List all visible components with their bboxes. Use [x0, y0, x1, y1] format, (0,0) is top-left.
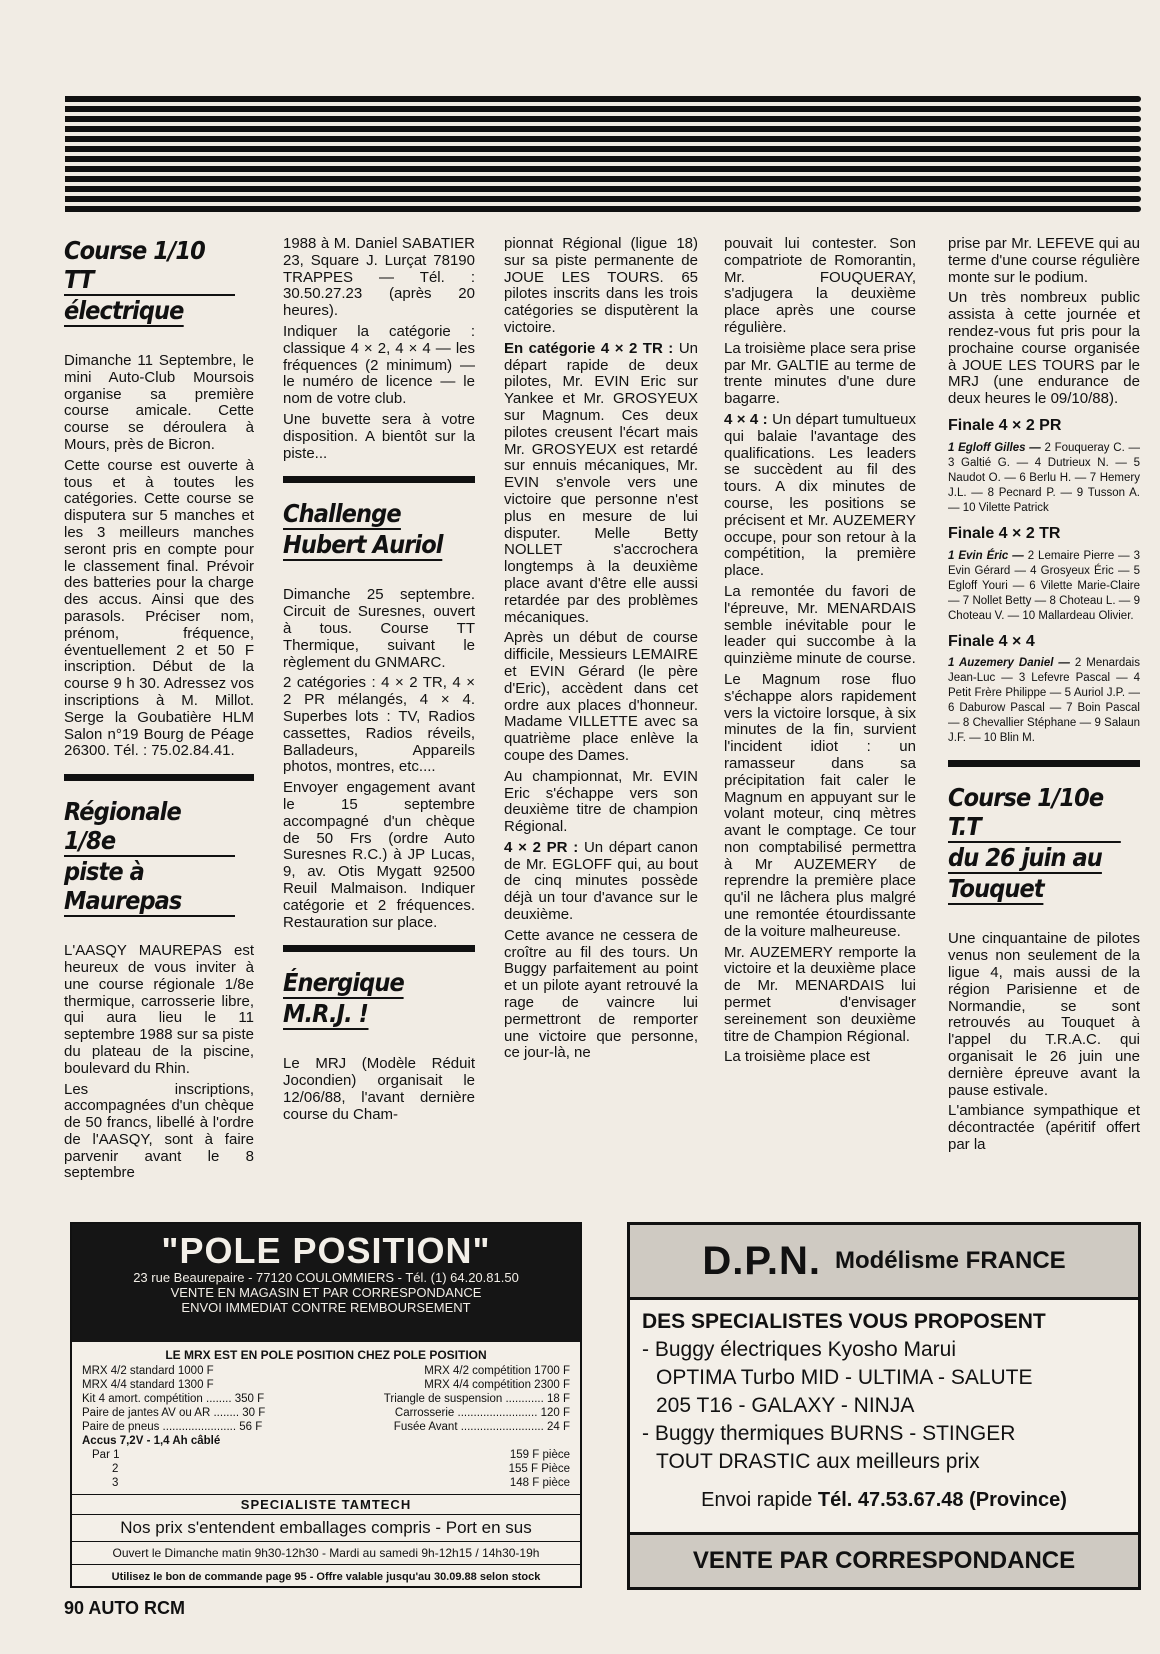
ad-dpn — [627, 1222, 1141, 1590]
ad-header — [630, 1225, 1138, 1300]
divider — [283, 476, 475, 483]
paragraph: prise par Mr. LEFEVE qui au terme d'une course régulière monte sur le podium. — [948, 235, 1140, 286]
results-list: 1 Auzemery Daniel — 2 Menardais Jean-Luc — 3 Lefevre Pascal — 4 Petit Frère Philippe — 5 Auriol J.P. — 6 Daburow Pascal — 7 Boin Pascal — 8 Chevallier Stéphane — 9 Salaun J.F. — 10 Blin M. — [948, 657, 1140, 745]
paragraph: Une cinquantaine de pilotes venus non seulement de la ligue 4, mais aussi de la région Parisienne et de Normandie, se sont retrouvés au Touquet à l'appel du T.R.A.C. qui organisait le 26 juin une dernière épreuve avant la pause estivale. — [948, 930, 1140, 1099]
paragraph: pionnat Régional (ligue 18) sur sa piste permanente de JOUE LES TOURS. 65 pilotes inscrits dans les trois catégories se disputèrent la victoire. — [504, 235, 698, 336]
ad-body — [630, 1300, 1138, 1522]
heading-energique: Énergique M.R.J. ! — [283, 968, 404, 1029]
ad-line: ENVOI IMMEDIAT CONTRE REMBOURSEMENT — [181, 1300, 471, 1315]
paragraph: L'ambiance sympathique et décontractée (apéritif offert par la — [948, 1102, 1140, 1153]
paragraph: Après un début de course difficile, Messieurs LEMAIRE et EVIN Gérard (le père d'Eric), accèdent dans cet ordre aux places d'honneur. Madame VILLETTE avec sa quatrième place enlève la coupe des Dames. — [504, 629, 698, 764]
paragraph: Cette avance ne cessera de croître au fil des tours. Un Buggy parfaitement au point et un pilote ayant retrouvé la rage de vaincre lui permettront de remporter une victoire que personne, ce jour-là, ne — [504, 926, 698, 1062]
paragraph: La troisième place sera prise par Mr. GALTIE au terme de trente minutes d'une dure bagarre. — [724, 339, 916, 408]
header-stripes — [65, 96, 1141, 216]
paragraph: L'AASQY MAUREPAS est heureux de vous inviter à une course régionale 1/8e thermique, carrosserie libre, qui aura lieu le 11 septembre 1988 sur sa piste du plateau de la piscine, boulevard du Rhin. — [64, 942, 254, 1077]
heading-course-touquet: Course 1/10e T.T du 26 juin au Touquet — [948, 783, 1121, 905]
paragraph: pouvait lui contester. Son compatriote de Romorantin, Mr. FOUQUERAY, s'adjugera la deuxième place après une course régulière. — [724, 235, 916, 336]
paragraph: Au championnat, Mr. EVIN Eric s'échappe vers son deuxième titre de champion Régional. — [504, 767, 698, 836]
paragraph: Dimanche 25 septembre. Circuit de Suresnes, ouvert à tous. Course TT Thermique, suivant le règlement du GNMARC. — [283, 586, 475, 671]
ad-header — [72, 1224, 580, 1342]
paragraph: 2 catégories : 4 × 2 TR, 4 × 2 PR mélangés, 4 × 4. Superbes lots : TV, Radios cassettes, Radios réveils, Balladeurs, Appareils photos, montres, etc.... — [283, 674, 475, 776]
ad-address: 23 rue Beaurepaire - 77120 COULOMMIERS - Tél. (1) 64.20.81.50 — [133, 1270, 519, 1285]
divider — [283, 945, 475, 952]
magazine-name: AUTO RCM — [88, 1598, 186, 1618]
divider — [948, 760, 1140, 767]
ad-specialist: SPECIALISTE TAMTECH — [72, 1494, 580, 1515]
paragraph: En catégorie 4 × 2 TR : Un départ rapide de deux pilotes, Mr. EVIN Eric sur Yankee et Mr. GROSYEUX sur Magnum. Ces deux pilotes creusent l'écart mais Mr. GROSYEUX est retardé sur ennuis mécaniques, Mr. EVIN s'envole vers une victoire que personne n'est plus en mesure de lui disputer. Melle Betty NOLLET s'accrochera longtemps à la deuxième place avant d'être elle aussi retardée par des problèmes mécaniques. — [504, 339, 698, 626]
paragraph: Dimanche 11 Septembre, le mini Auto-Club Moursois organise sa première course amicale. Cette course se déroulera à Mours, près de Bicron. — [64, 352, 254, 453]
results-title: Finale 4 × 2 PR — [948, 416, 1062, 434]
ad-footer: VENTE PAR CORRESPONDANCE — [630, 1532, 1138, 1587]
paragraph: Les inscriptions, accompagnées d'un chèque de 50 francs, libellé à l'ordre de l'AASQY, sont à faire parvenir avant le 8 septembre — [64, 1080, 254, 1182]
price-list: MRX 4/2 standard 1000 F MRX 4/2 compétition 1700 F MRX 4/4 standard 1300 F MRX 4/4 compétition 2300 F Kit 4 amort. compétition ........ 350 F Triangle de suspension ............ 18 F Paire de jantes AV ou AR ........ 30 F Carrosserie ......................... 120 F Paire de pneus ....................... 56 F Fusée Avant .......................... 24 F Accus 7,2V - 1,4 Ah câblé Par 1 159 F pièce 2 155 F Pièce 3 148 F pièce — [82, 1365, 570, 1489]
column-4 — [724, 236, 916, 1070]
paragraph: Indiquer la catégorie : classique 4 × 2, 4 × 4 — les fréquences (2 minimum) — le numéro de licence — le nom de votre club. — [283, 322, 475, 408]
paragraph: 4 × 4 : Un départ tumultueux qui balaie l'avantage des qualifications. Les leaders se succèdent au fil des tours. A dix minutes de course, les positions se précisent et Mr. AUZEMERY occupe, pour son retour à la compétition, la première place. — [724, 410, 916, 580]
ad-prices-note: Nos prix s'entendent emballages compris - Port en sus — [72, 1515, 580, 1542]
ad-hours: Ouvert le Dimanche matin 9h30-12h30 - Mardi au samedi 9h-12h15 / 14h30-19h — [72, 1542, 580, 1565]
ad-line: 205 T16 - GALAXY - NINJA — [656, 1394, 915, 1417]
paragraph: 1988 à M. Daniel SABATIER 23, Square J. Lurçat 78190 TRAPPES — Tél. : 30.50.27.23 (après 20 heures). — [283, 235, 475, 320]
ad-subtitle: Modélisme FRANCE — [834, 1247, 1066, 1274]
paragraph: Le Magnum rose fluo s'échappe alors rapidement vers la victoire lorsque, à six minutes de la fin, survient l'incident idiot : un ramasseur dans sa précipitation fait caler le Magnum en appuyant sur le volant moteur, cinq mètres avant le comptage. Ce tour non comptabilisé permettra à Mr AUZEMERY de reprendre la première place qu'il ne lâchera plus malgré une remontée étourdissante de la voiture malheureuse. — [724, 670, 916, 940]
ad-phone: Envoi rapide Tél. 47.53.67.48 (Province) — [701, 1489, 1067, 1511]
ad-heading: DES SPECIALISTES VOUS PROPOSENT — [642, 1310, 1046, 1333]
ad-line: VENTE EN MAGASIN ET PAR CORRESPONDANCE — [170, 1285, 482, 1300]
divider — [64, 774, 254, 781]
paragraph: 4 × 2 PR : Un départ canon de Mr. EGLOFF qui, au bout de cinq minutes possède déjà un tour d'avance sur le deuxième. — [504, 838, 698, 924]
paragraph: Cette course est ouverte à tous et à toutes les catégories. Cette course se disputera sur 5 manches et les 3 meilleurs manches seront pris en compte pour le classement final. Prévoir des batteries pour la charge des accus. Ainsi que des parasols. Préciser nom, prénom, fréquence, éventuellement 2 et 50 F inscription. Début de la course 9 h 30. Adressez vos inscriptions à M. Millot. Serge la Goubatière HLM Salon n°19 Bourg de Péage 26300. Tél. : 75.02.84.41. — [64, 456, 254, 760]
paragraph: Une buvette sera à votre disposition. A bientôt sur la piste... — [283, 410, 475, 462]
paragraph: La troisième place est — [724, 1048, 870, 1066]
paragraph: Mr. AUZEMERY remporte la victoire et la deuxième place de Mr. MENARDAIS lui permet d'envisager sereinement son deuxième titre de Champion Régional. — [724, 943, 916, 1045]
heading-course-1-10-tt: Course 1/10 TT électrique — [64, 236, 235, 327]
paragraph: La remontée du favori de l'épreuve, Mr. MENARDAIS semble inévitable pour le leader qui succombe à la quinzième minute de course. — [724, 582, 916, 668]
column-1 — [64, 236, 254, 1186]
ad-line: OPTIMA Turbo MID - ULTIMA - SALUTE — [656, 1366, 1033, 1389]
page-footer — [64, 1598, 185, 1619]
results-title: Finale 4 × 4 — [948, 632, 1035, 650]
paragraph: Un très nombreux public assista à cette journée et rendez-vous fut pris pour la prochaine course organisée à JOUE LES TOURS par le MRJ (une endurance de deux heures le 09/10/88). — [948, 289, 1140, 408]
ad-line: - Buggy thermiques BURNS - STINGER — [642, 1422, 1016, 1445]
column-5 — [948, 236, 1140, 1158]
results-list: 1 Evin Éric — 2 Lemaire Pierre — 3 Evin Gérard — 4 Grosyeux Éric — 5 Egloff Youri — 6 Vilette Marie-Claire — 7 Nollet Betty — 8 Choteau L. — 9 Choteau V. — 10 Mallardeau Olivier. — [948, 549, 1140, 622]
heading-challenge: Challenge Hubert Auriol — [283, 499, 443, 560]
ad-pole-position — [70, 1222, 582, 1588]
column-3 — [504, 236, 698, 1066]
page-number: 90 — [64, 1598, 85, 1618]
ad-line: - Buggy électriques Kyosho Marui — [642, 1338, 956, 1361]
results-title: Finale 4 × 2 TR — [948, 524, 1061, 542]
ad-title: "POLE POSITION" — [161, 1230, 491, 1271]
price-list-heading: LE MRX EST EN POLE POSITION CHEZ POLE POSITION — [165, 1348, 487, 1362]
ad-order-note: Utilisez le bon de commande page 95 - Offre valable jusqu'au 30.09.88 selon stock — [111, 1571, 541, 1583]
results-list: 1 Egloff Gilles — 2 Fouqueray C. — 3 Galtié G. — 4 Dutrieux N. — 5 Naudot O. — 6 Berlu H. — 7 Hemery J.L. — 8 Pecnard P. — 9 Tusson A. — 10 Vilette Patrick — [948, 441, 1140, 514]
column-2 — [283, 236, 475, 1127]
ad-line: TOUT DRASTIC aux meilleurs prix — [656, 1450, 980, 1473]
ad-brand: D.P.N. — [702, 1238, 821, 1283]
heading-regionale: Régionale 1/8e piste à Maurepas — [64, 797, 235, 917]
paragraph: Envoyer engagement avant le 15 septembre accompagné d'un chèque de 50 Frs (ordre Auto Suresnes R.C.) à JP Lucas, 9, av. Otis Mygatt 92500 Reuil Malmaison. Indiquer catégorie et 2 fréquences. Restauration sur place. — [283, 779, 475, 931]
paragraph: Le MRJ (Modèle Réduit Jocondien) organisait le 12/06/88, l'avant dernière course du Cham- — [283, 1055, 475, 1123]
